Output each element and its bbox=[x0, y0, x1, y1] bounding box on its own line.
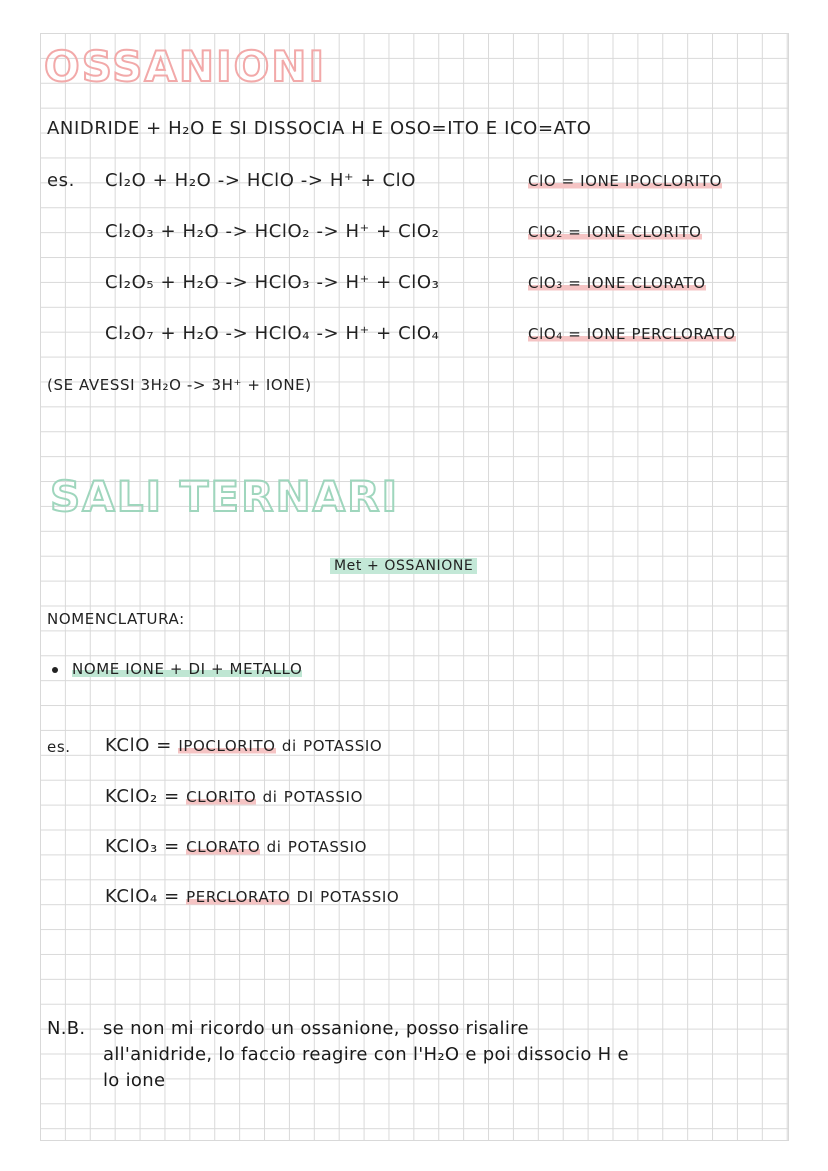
bullet-item: NOME IONE + DI + METALLO bbox=[52, 660, 302, 678]
salt-example: KClO₄ = PERCLORATO DI POTASSIO bbox=[105, 886, 400, 907]
nb-line: lo ione bbox=[103, 1070, 166, 1091]
grid-paper bbox=[40, 33, 789, 1141]
bullet-icon bbox=[52, 667, 58, 673]
formula-badge: Met + OSSANIONE bbox=[330, 554, 477, 575]
reaction-equation: Cl₂O₅ + H₂O -> HClO₃ -> H⁺ + ClO₃ bbox=[105, 272, 440, 293]
es-label: es. bbox=[47, 170, 75, 191]
salt-example: KClO₃ = CLORATO di POTASSIO bbox=[105, 836, 368, 857]
nb-line: all'anidride, lo faccio reagire con l'H₂O e poi dissocio H e bbox=[103, 1044, 629, 1065]
reaction-equation: Cl₂O₃ + H₂O -> HClO₂ -> H⁺ + ClO₂ bbox=[105, 221, 440, 242]
ion-definition: ClO = IONE IPOCLORITO bbox=[528, 172, 723, 190]
reaction-equation: Cl₂O + H₂O -> HClO -> H⁺ + ClO bbox=[105, 170, 417, 191]
rule-text: ANIDRIDE + H₂O E SI DISSOCIA H E OSO=ITO E ICO=ATO bbox=[47, 118, 592, 139]
salt-example: KClO₂ = CLORITO di POTASSIO bbox=[105, 786, 363, 807]
ion-definition: ClO₂ = IONE CLORITO bbox=[528, 223, 702, 241]
ion-definition: ClO₄ = IONE PERCLORATO bbox=[528, 325, 736, 343]
es-label: es. bbox=[47, 738, 71, 756]
nb-line: se non mi ricordo un ossanione, posso risalire bbox=[103, 1018, 529, 1039]
nb-label: N.B. bbox=[47, 1018, 86, 1039]
ion-definition: ClO₃ = IONE CLORATO bbox=[528, 274, 706, 292]
title-ossanioni: OSSANIONI bbox=[44, 42, 327, 91]
nomenclature-label: NOMENCLATURA: bbox=[47, 610, 185, 628]
salt-example: KClO = IPOCLORITO di POTASSIO bbox=[105, 735, 383, 756]
title-sali-ternari: SALI TERNARI bbox=[50, 472, 400, 521]
reaction-equation: Cl₂O₇ + H₂O -> HClO₄ -> H⁺ + ClO₄ bbox=[105, 323, 440, 344]
note-text: (SE AVESSI 3H₂O -> 3H⁺ + IONE) bbox=[47, 376, 312, 394]
